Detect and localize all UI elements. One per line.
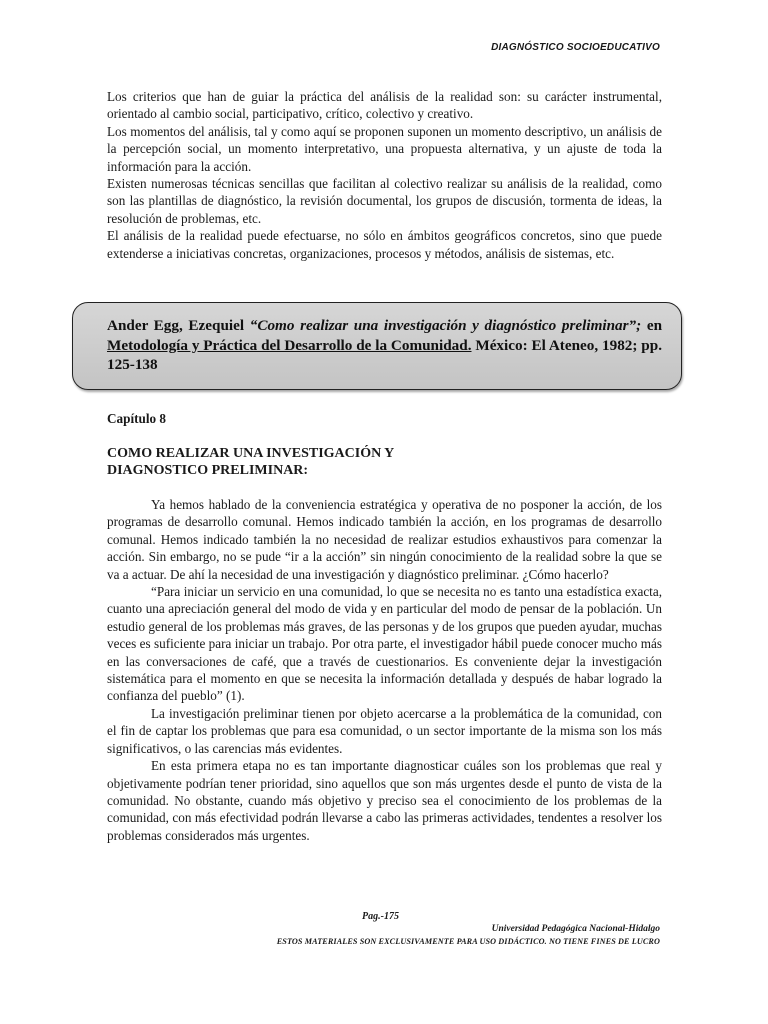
reference-author: Ander Egg, Ezequiel <box>107 317 245 334</box>
page-number: Pag.-175 <box>362 911 399 922</box>
body-text <box>107 496 662 844</box>
reference-title: “Como realizar una investigación y diagnóstico preliminar”; <box>249 317 642 334</box>
body-paragraph: En esta primera etapa no es tan importante diagnosticar cuáles son los problemas que real y objetivamente podrían tener prioridad, sino aquellos que son más urgentes desde el punto de vista de la comunidad. No obstante, cuando más objetivo y preciso sea el conocimiento de los problemas de la comunidad, con más efectividad podrán llevarse a cabo las primeras actividades, tendentes a resolver los problemas considerados más urgentes. <box>107 758 662 843</box>
chapter-title-line: COMO REALIZAR UNA INVESTIGACIÓN Y <box>107 446 395 461</box>
reference-box <box>72 302 682 390</box>
intro-paragraph: Los momentos del análisis, tal y como aquí se proponen suponen un momento descriptivo, un análisis de la percepción social, un momento interpretativo, una propuesta alternativa, y un ajuste de toda la información para la acción. <box>107 123 662 174</box>
body-paragraph: Ya hemos hablado de la conveniencia estratégica y operativa de no posponer la acción, de los programas de desarrollo comunal. Hemos indicado también la acción, en los programas de desarrollo comunal. Hemos indicado también la no necesidad de realizar estudios exhaustivos para comenzar la acción. Sin embargo, no se pude “ir a la acción” sin ningún conocimiento de la realidad sobre la que se va a actuar. De ahí la necesidad de una investigación y diagnóstico preliminar. ¿Cómo hacerlo? <box>107 497 662 582</box>
reference-in: en <box>646 317 663 334</box>
intro-paragraph: El análisis de la realidad puede efectuarse, no sólo en ámbitos geográficos concretos, sino que puede extenderse a iniciativas concretas, organizaciones, procesos y métodos, análisis de sistemas, etc. <box>107 228 662 261</box>
reference-citation <box>107 316 662 375</box>
chapter-label: Capítulo 8 <box>107 411 166 426</box>
reference-book: Metodología y Práctica del Desarrollo de la Comunidad. <box>107 336 472 354</box>
chapter-title-line: DIAGNOSTICO PRELIMINAR: <box>107 463 309 478</box>
reference-publisher: México: El Ateneo, 1982; pp. 125-138 <box>107 336 662 373</box>
chapter-title <box>107 445 394 479</box>
body-paragraph: “Para iniciar un servicio en una comunidad, lo que se necesita no es tanto una estadística exacta, cuanto una apreciación general del modo de vida y en particular del modo de pensar de la población. Un estudio general de los problemas más graves, de las personas y de los grupos que pueden ayudar, muchas veces es suficiente para iniciar un trabajo. Por otra parte, el investigador hábil puede conocer mucho más en las conversaciones de café, que a través de cuestionarios. Es conveniente dejar la investigación sistemática para el momento en que se necesita la información detallada y después de habar logrado la confianza del pueblo” (1). <box>107 584 662 704</box>
footer-disclaimer: ESTOS MATERIALES SON EXCLUSIVAMENTE PARA USO DIDÁCTICO. NO TIENE FINES DE LUCRO <box>276 937 660 946</box>
intro-paragraph: Los criterios que han de guiar la práctica del análisis de la realidad son: su carácter instrumental, orientado al cambio social, participativo, crítico, colectivo y creativo. <box>107 89 662 122</box>
intro-paragraph: Existen numerosas técnicas sencillas que facilitan al colectivo realizar su análisis de la realidad, como son las plantillas de diagnóstico, la revisión documental, los grupos de discusión, tormenta de ideas, la resolución de problemas, etc. <box>107 176 662 226</box>
running-header: DIAGNÓSTICO SOCIOEDUCATIVO <box>491 42 660 53</box>
body-paragraph: La investigación preliminar tienen por objeto acercarse a la problemática de la comunidad, con el fin de captar los problemas que para esa comunidad, o un sector importante de la misma son los más significativos, o las carencias más evidentes. <box>107 705 662 756</box>
intro-text <box>107 88 662 262</box>
footer-university: Universidad Pedagógica Nacional-Hidalgo <box>491 924 660 934</box>
